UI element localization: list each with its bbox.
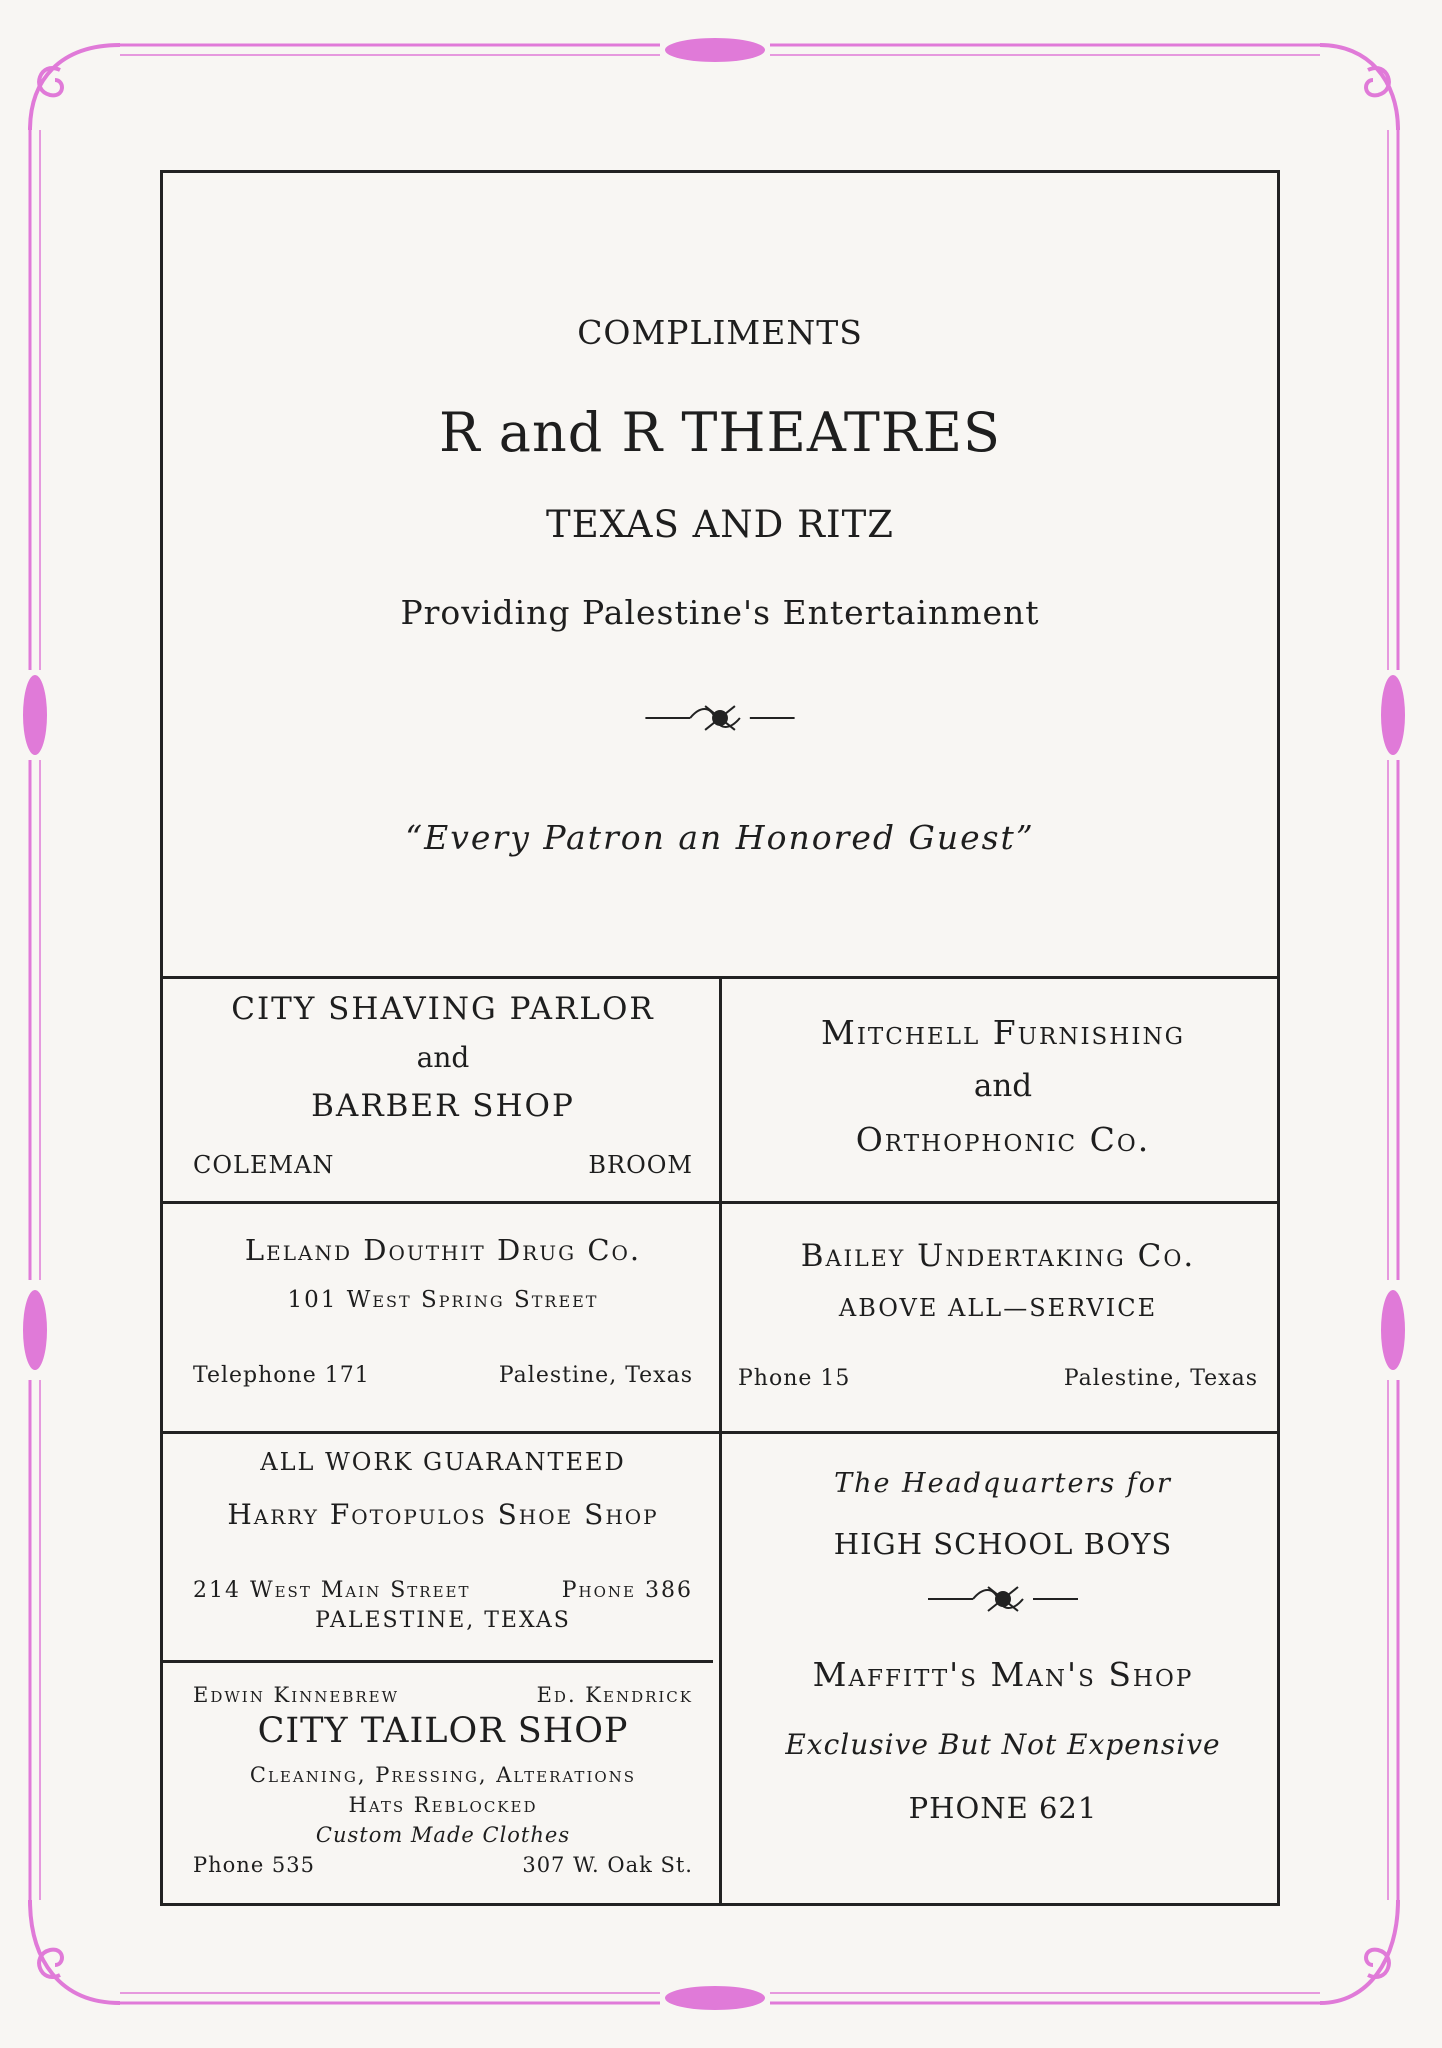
- theatre-name: R and R THEATRES: [438, 401, 1001, 464]
- theatre-motto: “Every Patron an Honored Guest”: [405, 818, 1035, 857]
- advertisement-box: [160, 170, 1280, 1906]
- ornament-icon: [163, 698, 1277, 738]
- ad-line: ALL WORK GUARANTEED: [260, 1448, 626, 1476]
- address-text: 307 W. Oak St.: [522, 1853, 693, 1877]
- ad-line: and: [416, 1041, 470, 1074]
- ad-line: Bailey Undertaking Co.: [800, 1238, 1196, 1274]
- ornament-icon: [1381, 675, 1405, 755]
- theatre-ad: [163, 173, 1277, 979]
- leland-drug-ad: [193, 1233, 693, 1423]
- city-tailor-ad: [193, 1683, 693, 1898]
- compliments-text: COMPLIMENTS: [577, 313, 863, 352]
- corner-scroll-icon: [30, 45, 120, 130]
- ornament-icon: [1381, 1290, 1405, 1370]
- ad-line: Cleaning, Pressing, Alterations: [249, 1763, 637, 1787]
- fotopulos-ad: [193, 1448, 693, 1648]
- divider: [163, 1660, 713, 1663]
- divider: [719, 979, 722, 1904]
- owner-name: COLEMAN: [193, 1151, 335, 1179]
- corner-scroll-icon: [30, 1900, 120, 2003]
- corner-scroll-icon: [1320, 45, 1398, 130]
- ad-line: Harry Fotopulos Shoe Shop: [227, 1498, 659, 1531]
- ad-line: Leland Douthit Drug Co.: [244, 1233, 642, 1267]
- ad-line: Exclusive But Not Expensive: [785, 1728, 1221, 1761]
- phone-text: Telephone 171: [193, 1363, 370, 1388]
- address-text: 214 West Main Street: [193, 1578, 471, 1603]
- phone-text: PHONE 621: [908, 1791, 1098, 1825]
- owner-name: BROOM: [588, 1151, 693, 1179]
- ad-line: Hats Reblocked: [348, 1793, 538, 1817]
- city-shaving-ad: [193, 991, 693, 1191]
- ad-line: 101 West Spring Street: [287, 1287, 599, 1313]
- ornament-icon: [665, 1986, 765, 2010]
- ad-line: Maffitt's Man's Shop: [812, 1655, 1194, 1694]
- city-text: Palestine, Texas: [1063, 1366, 1258, 1391]
- city-text: Palestine, Texas: [498, 1363, 693, 1388]
- ornament-icon: [23, 1290, 47, 1370]
- ad-line: Orthophonic Co.: [855, 1120, 1151, 1159]
- ornament-icon: [665, 38, 765, 62]
- bailey-ad: [738, 1238, 1258, 1428]
- owner-name: Ed. Kendrick: [536, 1683, 693, 1707]
- owner-name: Edwin Kinnebrew: [193, 1683, 399, 1707]
- ad-line: and: [973, 1068, 1033, 1104]
- ornament-icon: [23, 675, 47, 755]
- theatre-tagline: Providing Palestine's Entertainment: [400, 593, 1040, 632]
- ad-line: The Headquarters for: [834, 1468, 1172, 1499]
- phone-text: Phone 386: [561, 1578, 693, 1603]
- corner-scroll-icon: [1320, 1900, 1398, 2003]
- ornament-icon: [733, 1579, 1273, 1619]
- ad-line: CITY TAILOR SHOP: [257, 1711, 629, 1751]
- maffitt-ad: [733, 1468, 1273, 1898]
- mitchell-ad: [733, 1013, 1273, 1193]
- theatre-subtitle: TEXAS AND RITZ: [546, 503, 894, 546]
- phone-text: Phone 535: [193, 1853, 316, 1877]
- ad-line: CITY SHAVING PARLOR: [231, 991, 655, 1027]
- ad-line: HIGH SCHOOL BOYS: [833, 1527, 1173, 1561]
- ad-line: Mitchell Furnishing: [821, 1013, 1185, 1052]
- ad-line: Custom Made Clothes: [315, 1823, 571, 1847]
- city-text: PALESTINE, TEXAS: [315, 1608, 571, 1633]
- ad-line: ABOVE ALL—SERVICE: [838, 1294, 1158, 1322]
- phone-text: Phone 15: [738, 1366, 851, 1391]
- ad-line: BARBER SHOP: [311, 1088, 575, 1124]
